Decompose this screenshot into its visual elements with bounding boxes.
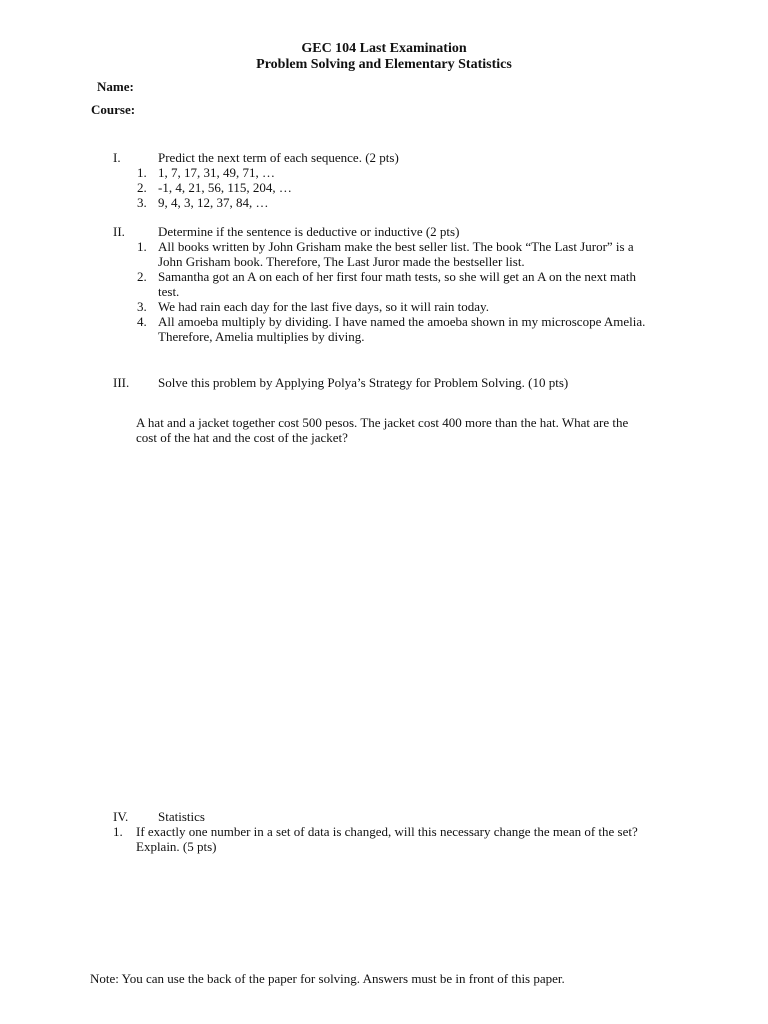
exam-subtitle: Problem Solving and Elementary Statistics bbox=[256, 57, 512, 72]
section-numeral: II. bbox=[113, 224, 125, 239]
statement-line: Samantha got an A on each of her first four math tests, so she will get an A on the next math bbox=[158, 269, 637, 284]
name-label: Name: bbox=[97, 79, 134, 94]
section-instruction: Statistics bbox=[158, 809, 205, 824]
footer-note: Note: You can use the back of the paper for solving. Answers must be in front of this paper. bbox=[90, 971, 565, 986]
section-instruction: Predict the next term of each sequence. (2 pts) bbox=[158, 150, 399, 165]
section-numeral: III. bbox=[113, 375, 130, 390]
statement-line: test. bbox=[158, 284, 180, 299]
exam-title: GEC 104 Last Examination bbox=[301, 41, 467, 56]
item-number: 1. bbox=[137, 165, 147, 180]
item-number: 3. bbox=[137, 195, 147, 210]
item-number: 2. bbox=[137, 180, 147, 195]
question-line: Explain. (5 pts) bbox=[136, 839, 217, 854]
item-number: 3. bbox=[137, 299, 147, 314]
course-label: Course: bbox=[91, 102, 136, 117]
statement-line: John Grisham book. Therefore, The Last Juror made the bestseller list. bbox=[158, 254, 525, 269]
item-number: 1. bbox=[113, 824, 123, 839]
statement-line: Therefore, Amelia multiplies by diving. bbox=[158, 329, 365, 344]
section-numeral: IV. bbox=[113, 809, 129, 824]
section-instruction: Determine if the sentence is deductive or inductive (2 pts) bbox=[158, 224, 460, 239]
item-number: 2. bbox=[137, 269, 147, 284]
statement-line: All books written by John Grisham make the best seller list. The book “The Last Juror” is a bbox=[158, 239, 634, 254]
statement-line: We had rain each day for the last five days, so it will rain today. bbox=[158, 299, 489, 314]
problem-line: cost of the hat and the cost of the jacket? bbox=[136, 430, 348, 445]
question-line: If exactly one number in a set of data is changed, will this necessary change the mean of the set? bbox=[136, 824, 638, 839]
statement-line: All amoeba multiply by dividing. I have named the amoeba shown in my microscope Amelia. bbox=[158, 314, 646, 329]
sequence-text: -1, 4, 21, 56, 115, 204, … bbox=[158, 180, 292, 195]
item-number: 4. bbox=[137, 314, 147, 329]
problem-line: A hat and a jacket together cost 500 pesos. The jacket cost 400 more than the hat. What are the bbox=[136, 415, 629, 430]
sequence-text: 9, 4, 3, 12, 37, 84, … bbox=[158, 195, 269, 210]
section-numeral: I. bbox=[113, 150, 121, 165]
section-instruction: Solve this problem by Applying Polya’s Strategy for Problem Solving. (10 pts) bbox=[158, 375, 569, 390]
item-number: 1. bbox=[137, 239, 147, 254]
sequence-text: 1, 7, 17, 31, 49, 71, … bbox=[158, 165, 275, 180]
